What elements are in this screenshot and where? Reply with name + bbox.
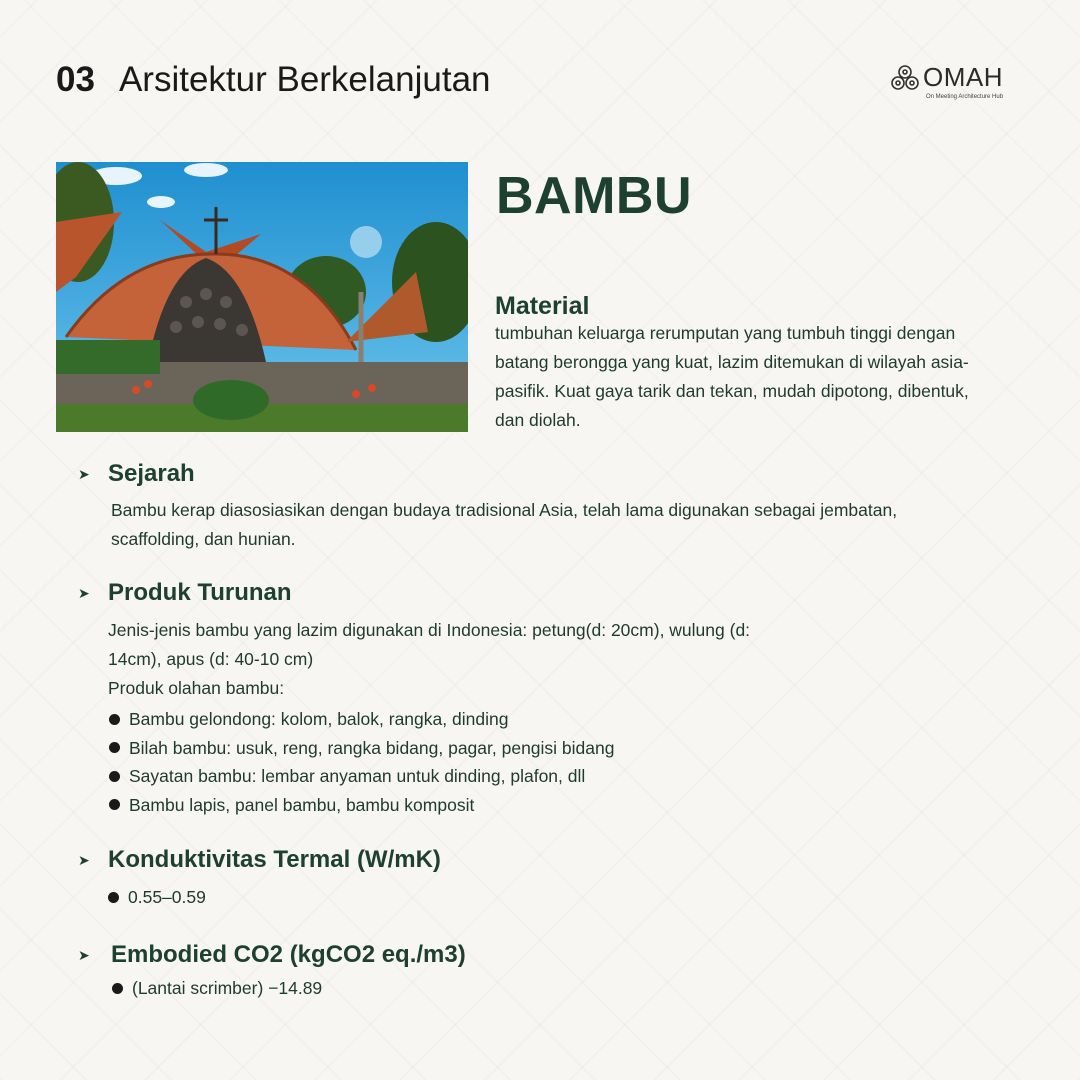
produk-line: Jenis-jenis bambu yang lazim digunakan di Indonesia: petung(d: 20cm), wulung (d: [108,620,751,640]
bullet-icon [109,742,120,753]
material-line: dan diolah. [495,410,581,430]
produk-line: 14cm), apus (d: 40-10 cm) [108,649,314,669]
embodied-heading [78,941,466,969]
sejarah-heading-label: Sejarah [108,460,195,487]
page-header [56,60,491,100]
sejarah-line: scaffolding, dan hunian. [111,529,296,549]
traditional-house-photo [56,162,468,432]
sejarah-heading [78,460,195,488]
bullet-icon [109,714,120,725]
chevron-right-icon: ➤ [78,584,90,601]
konduktivitas-bullet-list [108,883,206,912]
material-title: BAMBU [496,167,693,225]
list-item-text: (Lantai scrimber) −14.89 [132,978,323,998]
sejarah-text [111,496,1011,554]
bullet-icon [109,771,120,782]
produk-line: Produk olahan bambu: [108,678,285,698]
konduktivitas-heading-label: Konduktivitas Termal (W/mK) [108,846,441,873]
list-item-text: Bilah bambu: usuk, reng, rangka bidang, pagar, pengisi bidang [129,737,615,758]
page-title: Arsitektur Berkelanjutan [118,60,491,99]
konduktivitas-heading [78,846,441,874]
omah-logo [890,64,1016,104]
bullet-icon [112,983,123,994]
list-item [109,762,614,791]
list-item-text: Sayatan bambu: lembar anyaman untuk dinding, plafon, dll [129,766,586,786]
list-item-text: 0.55–0.59 [128,887,206,907]
list-item [109,734,614,763]
produk-text [108,616,1008,703]
bullet-icon [109,799,120,810]
produk-bullet-list [109,705,614,819]
list-item [108,883,206,912]
list-item-text: Bambu lapis, panel bambu, bambu komposit [129,794,475,815]
material-line: batang berongga yang kuat, lazim ditemukan di wilayah asia- [495,352,969,372]
logo-tagline: On Meeting Architecture Hub [926,94,1004,100]
chevron-right-icon: ➤ [78,851,90,868]
chevron-right-icon: ➤ [78,946,90,963]
section-number: 03 [56,60,95,99]
list-item [112,974,322,1003]
material-heading: Material [495,292,590,320]
list-item [109,705,614,734]
material-line: tumbuhan keluarga rerumputan yang tumbuh tinggi dengan [495,323,956,343]
embodied-bullet-list [112,974,322,1003]
sejarah-line: Bambu kerap diasosiasikan dengan budaya tradisional Asia, telah lama digunakan sebagai jembatan, [111,500,898,520]
produk-heading-label: Produk Turunan [108,579,292,606]
logo-wordmark: OMAH [923,62,1003,92]
material-description [495,319,1015,435]
produk-heading [78,579,292,607]
list-item-text: Bambu gelondong: kolom, balok, rangka, dinding [129,709,509,729]
bullet-icon [108,892,119,903]
chevron-right-icon: ➤ [78,465,90,482]
embodied-heading-label: Embodied CO2 (kgCO2 eq./m3) [111,941,466,968]
material-line: pasifik. Kuat gaya tarik dan tekan, mudah dipotong, dibentuk, [495,381,969,401]
list-item [109,791,614,820]
triple-swirl-logo-icon [890,64,920,92]
